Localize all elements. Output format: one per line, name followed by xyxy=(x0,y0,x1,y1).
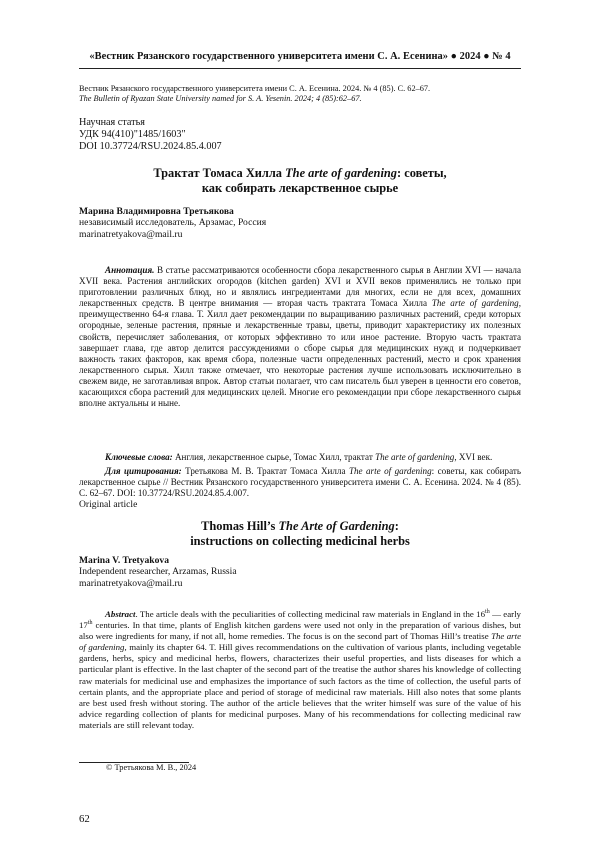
title-ru-part1: Трактат Томаса Хилла xyxy=(153,166,286,180)
title-ru-part2: : советы, xyxy=(396,166,447,180)
author-en xyxy=(79,555,521,589)
title-en-line2: instructions on collecting medicinal herbs xyxy=(190,534,410,548)
author-ru xyxy=(79,206,521,240)
running-head: «Вестник Рязанского государственного университета имени С. А. Есенина» ● 2024 ● № 4 xyxy=(89,51,511,62)
abstract-ru xyxy=(79,265,521,409)
citation-ru-label: Для цитирования: xyxy=(105,466,182,476)
citation-ru-text2: : советы, как собирать лекарственное сырье // Вестник Рязанского государственного университета имени С. А. Есенина. 2024. № 4 (85). С. 62–67. DOI: 10.37724/RSU.2024.85.4.007. xyxy=(79,466,521,499)
abstract-en-label: Abstract xyxy=(105,609,136,619)
abstract-en-text3: centuries. In that time, plants of English kitchen gardens were used not only in the preparation of various dishes, but also were ingredients for many, if not all, home remedies. The focus is on the second part of Thomas Hill’s treatise xyxy=(79,620,521,642)
citation-ru xyxy=(79,466,521,499)
abstract-ru-text2: , преимущественно 64-я глава. Т. Хилл дает рекомендации по выращиванию различных растений, среди которых огородные, зеленые растения, пряные и лекарственные травы, цветы, приводит характеристику их полезных свойств, перечисляет заболевания, от которых эффективно то или иное растение. Вторую часть трактата завершает глава, где автор делится рассуждениями о сборе сырья для медицинских нужд и подчеркивает важность таких факторов, как время сбора, полезные части определенных растений, место и срок хранения лекарственного сырья. Хилл также отмечает, что некоторые растения лучше использовать исключительно в свежем виде, не заготавливая впрок. Автор статьи полагает, что сам писатель был уверен в ценности его советов, касающихся сбора растений для медицинских целей. Многие его рекомендации при сборе лекарственного сырья вполне актуальны и ныне. xyxy=(79,298,521,409)
abstract-en-italic: The arte of gardening xyxy=(79,631,521,653)
citation-header-en: The Bulletin of Ryazan State University named for S. A. Yesenin. 2024; 4 (85):62–67. xyxy=(79,94,362,104)
title-ru-italic: The arte of gardening xyxy=(285,166,397,180)
title-ru xyxy=(79,166,521,196)
keywords-ru-text1: Англия, лекарственное сырье, Томас Хилл, трактат xyxy=(172,452,376,462)
doi: DOI 10.37724/RSU.2024.85.4.007 xyxy=(79,140,222,152)
abstract-en-text1: . The article deals with the peculiarities of collecting medicinal raw materials in England in the 16 xyxy=(135,609,486,619)
author-email-en[interactable]: marinatretyakova@mail.ru xyxy=(79,577,183,589)
citation-header xyxy=(79,84,521,105)
title-en-part1: Thomas Hill’s xyxy=(201,519,279,533)
original-article-label: Original article xyxy=(79,499,138,510)
author-affiliation-ru: независимый исследователь, Арзамас, Россия xyxy=(79,217,267,229)
citation-ru-text1: Третьякова М. В. Трактат Томаса Хилла xyxy=(181,466,349,476)
header-rule xyxy=(79,68,521,69)
abstract-en-text2: — early 17 xyxy=(79,609,521,631)
keywords-ru-italic: The arte of gardening xyxy=(375,452,455,462)
abstract-en-text4: , mainly its chapter 64. T. Hill gives recommendations on the cultivation of various plants, including vegetable gardens, herbs, spicy and medicinal herbs, flowers, characterizes their useful properties, and lists diseases for which a particular plant is effective. In the last chapter of the second part of the treatise the author shares his knowledge of collecting raw materials for medicinal use and emphasizes the importance of such factors as the time of collection, the useful parts of certain plants, and the appropriate place and period of storage of medicinal raw materials. Hill also notes that some plants are best used fresh without storing. The author of the article believes that the writer himself was sure of the value of his advice regarding collection of plants for medicinal purposes. Many of his recommendations for collecting medicinal raw materials are still relevant today. xyxy=(79,642,521,730)
title-ru-line2: как собирать лекарственное сырье xyxy=(201,181,399,195)
copyright-footnote: © Третьякова М. В., 2024 xyxy=(106,763,197,772)
abstract-en xyxy=(79,609,521,731)
abstract-ru-italic: The arte of gardening xyxy=(431,298,519,309)
abstract-en-sup1: th xyxy=(485,609,490,616)
title-en xyxy=(79,519,521,549)
author-affiliation-en: Independent researcher, Arzamas, Russia xyxy=(79,566,237,578)
author-name-ru: Марина Владимировна Третьякова xyxy=(79,206,234,217)
title-en-part2: : xyxy=(394,519,399,533)
title-en-italic: The Arte of Gardening xyxy=(278,519,395,533)
article-type: Научная статья xyxy=(79,117,145,128)
udk-code: УДК 94(410)"1485/1603" xyxy=(79,128,186,140)
page-number: 62 xyxy=(79,813,90,825)
abstract-en-sup2: th xyxy=(87,620,93,627)
author-email-ru[interactable]: marinatretyakova@mail.ru xyxy=(79,228,183,240)
abstract-ru-text1: В статье рассматриваются особенности сбора лекарственного сырья в Англии XVI — начала XVII века. Растения английских огородов (kitchen garden) XVI и XVII веков применялись не только при приготовлении различных блюд, но и являлись ингредиентами для многих, если не для всех, домашних лекарственных средств. В центре внимания — вторая часть трактата Томаса Хилла xyxy=(79,265,521,309)
keywords-ru xyxy=(79,452,521,463)
author-name-en: Marina V. Tretyakova xyxy=(79,555,169,566)
keywords-ru-label: Ключевые слова: xyxy=(105,452,173,462)
article-meta xyxy=(79,117,521,152)
keywords-ru-text2: , XVI век. xyxy=(454,452,493,462)
citation-ru-italic: The arte of gardening xyxy=(348,466,432,476)
abstract-ru-label: Аннотация. xyxy=(105,265,155,275)
citation-header-ru: Вестник Рязанского государственного университета имени С. А. Есенина. 2024. № 4 (85). С. 62–67. xyxy=(79,84,431,93)
